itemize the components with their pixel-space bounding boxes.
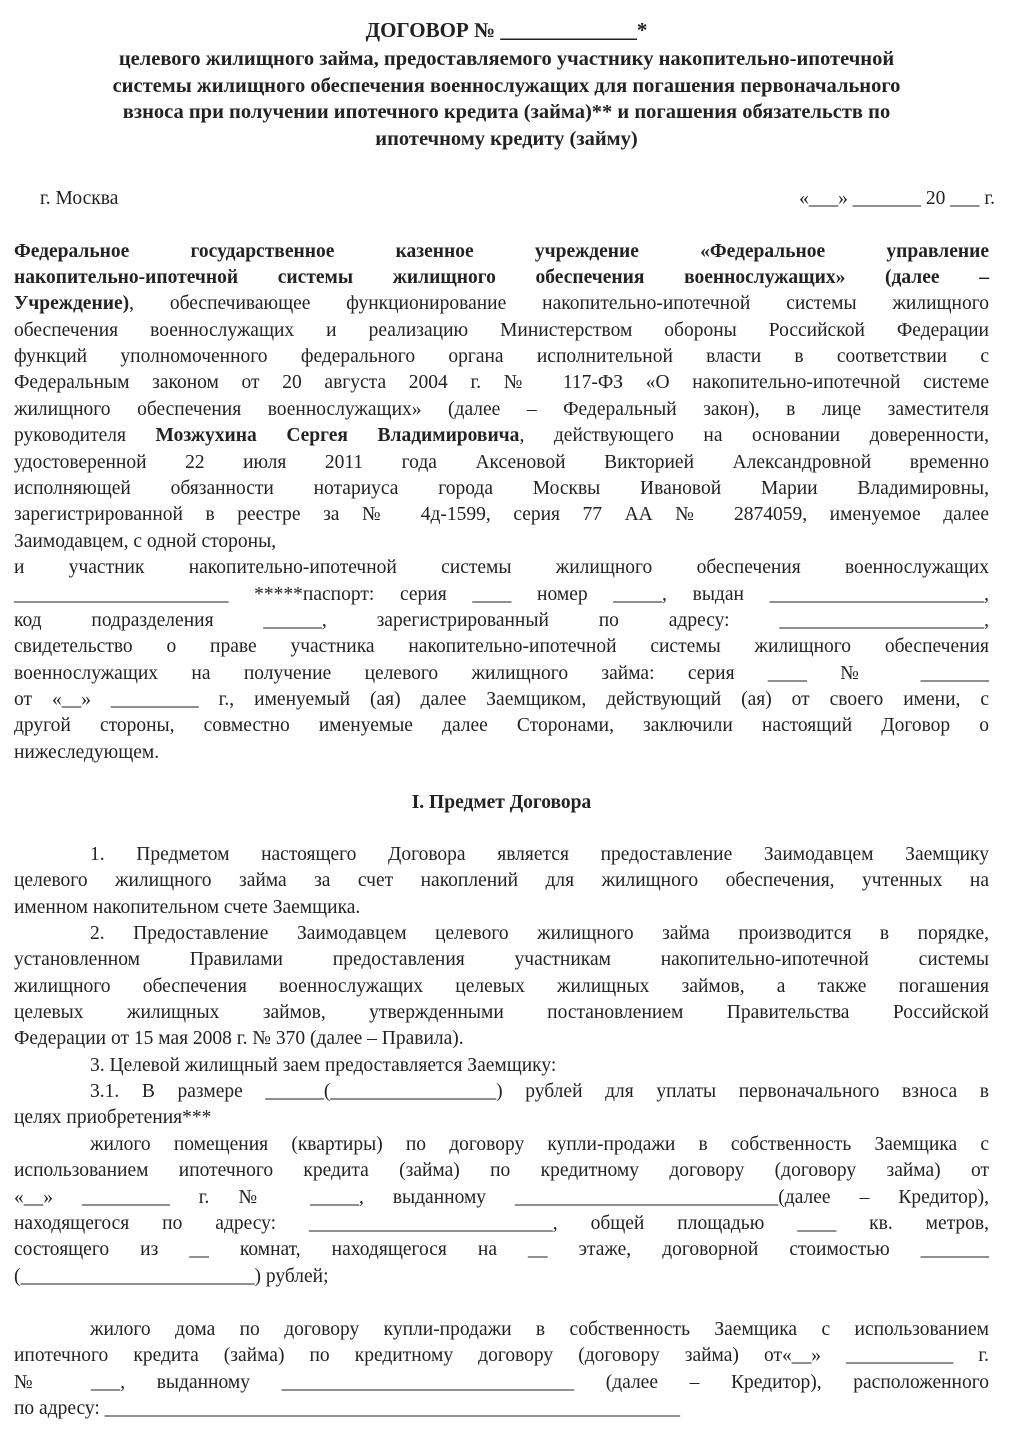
- contract-title: ДОГОВОР № _____________*: [365, 18, 648, 42]
- city: г. Москва: [40, 188, 119, 209]
- clause-line: «__» _________ г. № _____, выданному ___________________________(далее – Кредитор),: [14, 1187, 989, 1208]
- clause-line: 3. Целевой жилищный заем предоставляется Заемщику:: [90, 1055, 557, 1076]
- parties-text: , действующего на основании доверенности,: [519, 425, 989, 446]
- parties-line: и участник накопительно-ипотечной системы жилищного обеспечения военнослужащих: [14, 557, 989, 578]
- parties-line: другой стороны, совместно именуемые далее Сторонами, заключили настоящий Договор о: [14, 715, 989, 736]
- clause-line: 2. Предоставление Заимодавцем целевого жилищного займа производится в порядке,: [90, 923, 989, 944]
- clause-line: состоящего из __ комнат, находящегося на __ этаже, договорной стоимостью _______: [14, 1239, 989, 1260]
- clause-line: № ___, выданному ______________________________ (далее – Кредитор), расположенного: [14, 1372, 989, 1393]
- section-heading: I. Предмет Договора: [411, 792, 592, 813]
- clause-line: Федерации от 15 мая 2008 г. № 370 (далее – Правила).: [14, 1028, 464, 1049]
- parties-line: Заимодавцем, с одной стороны,: [14, 531, 277, 552]
- clause-line: жилищного обеспечения военнослужащих целевых жилищных займов, а также погашения: [14, 976, 989, 997]
- subtitle-line: ипотечному кредиту (займу): [375, 127, 638, 150]
- parties-line: от «__» _________ г., именуемый (ая) далее Заемщиком, действующий (ая) от своего имени, с: [14, 689, 989, 710]
- parties-line: нижеследующем.: [14, 742, 160, 763]
- clause-line: жилого дома по договору купли-продажи в собственность Заемщика с использованием: [90, 1319, 989, 1340]
- representative-name: Мозжухина Сергея Владимировича: [155, 425, 520, 446]
- parties-line: ______________________ *****паспорт: серия ____ номер _____, выдан ______________________,: [14, 584, 989, 605]
- clause-line: жилого помещения (квартиры) по договору купли-продажи в собственность Заемщика с: [90, 1134, 989, 1155]
- parties-line: функций уполномоченного федерального органа исполнительной власти в соответствии с: [14, 346, 989, 367]
- parties-line: жилищного обеспечения военнослужащих» (далее – Федеральный закон), в лице заместителя: [14, 399, 989, 420]
- parties-line: [14, 291, 989, 317]
- clause-line: по адресу: ___________________________________________________________: [14, 1398, 680, 1419]
- parties-line: Федеральное государственное казенное учреждение «Федеральное управление: [14, 241, 989, 262]
- clause-line: использованием ипотечного кредита (займа) по кредитному договору (договору займа) от: [14, 1160, 989, 1181]
- parties-line: обеспечения военнослужащих и реализацию Министерством обороны Российской Федерации: [14, 320, 989, 341]
- parties-line: Федеральным законом от 20 августа 2004 г. № 117-ФЗ «О накопительно-ипотечной системе: [14, 372, 989, 393]
- parties-line: код подразделения ______, зарегистрированный по адресу: _____________________,: [14, 610, 989, 631]
- subtitle-line: системы жилищного обеспечения военнослужащих для погашения первоначального: [112, 74, 901, 97]
- parties-line: военнослужащих на получение целевого жилищного займа: серия ____ № _______: [14, 663, 989, 684]
- clause-line: 1. Предметом настоящего Договора является предоставление Заимодавцем Заемщику: [90, 844, 989, 865]
- parties-line: накопительно-ипотечной системы жилищного обеспечения военнослужащих» (далее –: [14, 267, 989, 288]
- clause-line: (________________________) рублей;: [14, 1266, 329, 1287]
- clause-line: находящегося по адресу: _________________________, общей площадью ____ кв. метров,: [14, 1213, 989, 1234]
- parties-text: , обеспечивающее функционирование накопительно-ипотечной системы жилищного: [129, 293, 989, 314]
- parties-line: зарегистрированной в реестре за № 4д-1599, серия 77 АА № 2874059, именуемое далее: [14, 504, 989, 525]
- parties-line: свидетельство о праве участника накопительно-ипотечной системы жилищного обеспечения: [14, 636, 989, 657]
- clause-line: установленном Правилами предоставления участникам накопительно-ипотечной системы: [14, 949, 989, 970]
- clause-line: именном накопительном счете Заемщика.: [14, 897, 361, 918]
- clause-line: 3.1. В размере ______(_________________) рублей для уплаты первоначального взноса в: [90, 1081, 989, 1102]
- contract-subtitle: [0, 46, 1013, 152]
- subtitle-line: целевого жилищного займа, предоставляемого участнику накопительно-ипотечной: [118, 48, 895, 70]
- clause-line: ипотечного кредита (займа) по кредитному договору (договору займа) от«__» ___________ г.: [14, 1345, 989, 1366]
- clause-line: целях приобретения***: [14, 1107, 212, 1128]
- contract-date: «___» _______ 20 ___ г.: [799, 188, 995, 209]
- clause-line: целевых жилищных займов, утвержденными постановлением Правительства Российской: [14, 1002, 989, 1023]
- org-short-name: Учреждение): [14, 293, 130, 314]
- parties-line: [14, 423, 989, 449]
- clause-line: целевого жилищного займа за счет накоплений для жилищного обеспечения, учтенных на: [14, 870, 989, 891]
- parties-line: исполняющей обязанности нотариуса города Москвы Ивановой Марии Владимировны,: [14, 478, 989, 499]
- parties-line: удостоверенной 22 июля 2011 года Аксеновой Викторией Александровной временно: [14, 452, 989, 473]
- subtitle-line: взноса при получении ипотечного кредита (займа)** и погашения обязательств по: [122, 101, 891, 123]
- parties-text: руководителя: [14, 425, 156, 446]
